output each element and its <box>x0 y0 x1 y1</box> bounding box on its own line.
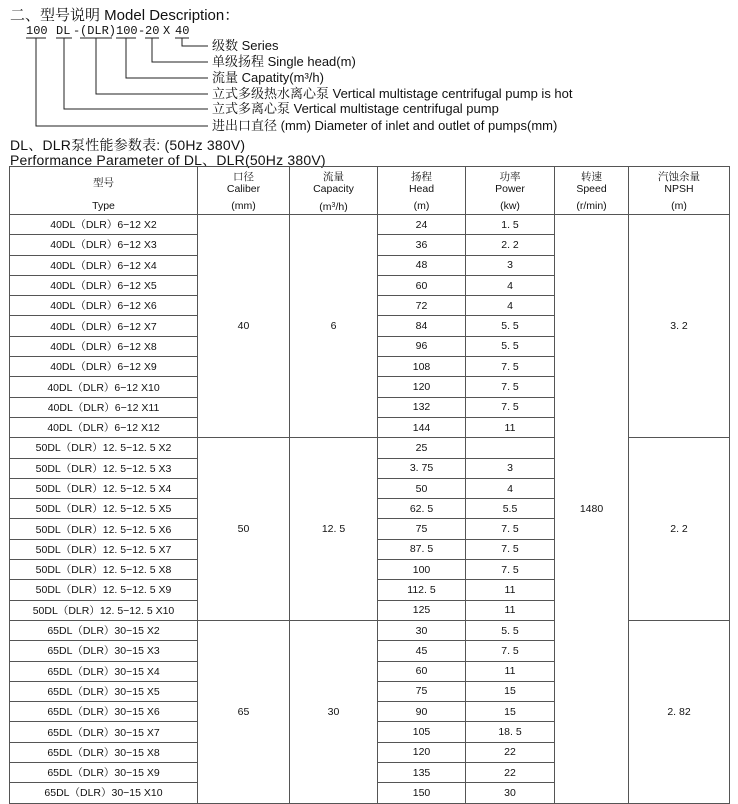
header-speed-top <box>555 167 629 199</box>
code-capacity: 100 <box>116 24 138 38</box>
model-cell: 65DL（DLR）30−15 X4 <box>10 661 198 681</box>
model-cell: 50DL（DLR）12. 5−12. 5 X9 <box>10 580 198 600</box>
model-cell: 40DL（DLR）6−12 X12 <box>10 417 198 437</box>
header-speed-en: Speed <box>576 182 607 195</box>
header-head-cn: 扬程 <box>411 170 432 183</box>
model-cell: 65DL（DLR）30−15 X2 <box>10 620 198 640</box>
head-cell: 30 <box>378 620 466 640</box>
power-cell: 22 <box>466 742 555 762</box>
head-cell: 36 <box>378 235 466 255</box>
caliber-cell: 50 <box>198 438 290 621</box>
legend-single-head: 单级扬程 Single head(m) <box>212 54 356 69</box>
head-cell: 125 <box>378 600 466 620</box>
model-cell: 40DL（DLR）6−12 X9 <box>10 357 198 377</box>
header-npsh-en: NPSH <box>664 182 694 195</box>
head-cell: 84 <box>378 316 466 336</box>
head-cell: 150 <box>378 783 466 803</box>
capacity-cell: 12. 5 <box>290 438 378 621</box>
legend-vertical-pump: 立式多离心泵 Vertical multistage centrifugal pump <box>212 101 499 116</box>
power-cell: 7. 5 <box>466 377 555 397</box>
capacity-cell: 6 <box>290 215 378 438</box>
model-cell: 65DL（DLR）30−15 X5 <box>10 681 198 701</box>
power-cell: 30 <box>466 783 555 803</box>
header-head-en: Head <box>408 182 435 195</box>
power-cell: 15 <box>466 681 555 701</box>
model-cell: 50DL（DLR）12. 5−12. 5 X3 <box>10 458 198 478</box>
model-cell: 40DL（DLR）6−12 X3 <box>10 235 198 255</box>
speed-cell: 1480 <box>555 215 629 804</box>
model-cell: 65DL（DLR）30−15 X6 <box>10 702 198 722</box>
model-cell: 65DL（DLR）30−15 X7 <box>10 722 198 742</box>
model-cell: 65DL（DLR）30−15 X8 <box>10 742 198 762</box>
head-cell: 72 <box>378 296 466 316</box>
power-cell: 18. 5 <box>466 722 555 742</box>
header-capacity-top <box>290 167 378 199</box>
model-cell: 40DL（DLR）6−12 X8 <box>10 336 198 356</box>
header-caliber-unit: (mm) <box>198 199 290 215</box>
head-cell: 132 <box>378 397 466 417</box>
header-model-cn: 型号 <box>10 167 198 199</box>
npsh-cell: 3. 2 <box>629 215 730 438</box>
power-cell: 3 <box>466 255 555 275</box>
code-caliber: 100 <box>26 24 48 38</box>
npsh-cell: 2. 2 <box>629 438 730 621</box>
table-title-en: Performance Parameter of DL、DLR(50Hz 380V) <box>10 152 326 168</box>
head-cell: 25 <box>378 438 466 458</box>
header-npsh-cn: 汽蚀余量 <box>658 170 700 183</box>
code-series: 40 <box>175 24 190 38</box>
model-cell: 65DL（DLR）30−15 X3 <box>10 641 198 661</box>
power-cell: 2. 2 <box>466 235 555 255</box>
model-cell: 50DL（DLR）12. 5−12. 5 X6 <box>10 519 198 539</box>
table-title-cn: DL、DLR泵性能参数表: (50Hz 380V) <box>10 137 246 153</box>
power-cell: 4 <box>466 275 555 295</box>
header-power-unit: (kw) <box>466 199 555 215</box>
code-dlr: (DLR) <box>80 24 117 38</box>
model-cell: 40DL（DLR）6−12 X6 <box>10 296 198 316</box>
model-cell: 50DL（DLR）12. 5−12. 5 X2 <box>10 438 198 458</box>
legend-capacity: 流量 Capatity(m³/h) <box>212 70 324 85</box>
header-power-en: Power <box>495 182 525 195</box>
model-code-diagram <box>0 0 738 140</box>
model-cell: 40DL（DLR）6−12 X10 <box>10 377 198 397</box>
head-cell: 105 <box>378 722 466 742</box>
header-capacity-en: Capacity <box>313 182 354 195</box>
header-power-cn: 功率 <box>499 170 521 183</box>
header-caliber-top <box>198 167 290 199</box>
power-cell: 7. 5 <box>466 560 555 580</box>
model-cell: 50DL（DLR）12. 5−12. 5 X10 <box>10 600 198 620</box>
power-cell: 7. 5 <box>466 357 555 377</box>
head-cell: 120 <box>378 377 466 397</box>
caliber-cell: 65 <box>198 620 290 803</box>
caliber-cell: 40 <box>198 215 290 438</box>
header-speed-cn: 转速 <box>581 170 602 183</box>
page-heading: 二、型号说明 Model Description： <box>10 7 240 24</box>
power-cell: 3 <box>466 458 555 478</box>
header-caliber-cn: 口径 <box>233 170 254 183</box>
power-cell: 4 <box>466 296 555 316</box>
model-cell: 40DL（DLR）6−12 X5 <box>10 275 198 295</box>
header-capacity-cn: 流量 <box>323 170 344 183</box>
code-dash-2: - <box>138 24 146 38</box>
code-dl: DL <box>56 24 71 38</box>
head-cell: 144 <box>378 417 466 437</box>
head-cell: 60 <box>378 275 466 295</box>
head-cell: 90 <box>378 702 466 722</box>
capacity-cell: 30 <box>290 620 378 803</box>
power-cell: 5.5 <box>466 499 555 519</box>
power-cell: 15 <box>466 702 555 722</box>
model-cell: 50DL（DLR）12. 5−12. 5 X4 <box>10 478 198 498</box>
head-cell: 87. 5 <box>378 539 466 559</box>
code-head: 20 <box>145 24 160 38</box>
table-row <box>10 215 730 235</box>
power-cell: 22 <box>466 763 555 783</box>
power-cell: 1. 5 <box>466 215 555 235</box>
model-cell: 50DL（DLR）12. 5−12. 5 X7 <box>10 539 198 559</box>
power-cell: 7. 5 <box>466 397 555 417</box>
code-dash-1: - <box>73 24 81 38</box>
npsh-cell: 2. 82 <box>629 620 730 803</box>
power-cell: 7. 5 <box>466 519 555 539</box>
head-cell: 60 <box>378 661 466 681</box>
model-cell: 50DL（DLR）12. 5−12. 5 X5 <box>10 499 198 519</box>
head-cell: 135 <box>378 763 466 783</box>
power-cell: 7. 5 <box>466 641 555 661</box>
header-caliber-en: Caliber <box>226 182 261 195</box>
header-capacity-unit: $(m^3/h)$ <box>290 199 378 215</box>
power-cell <box>466 438 555 458</box>
head-cell: 75 <box>378 519 466 539</box>
head-cell: 50 <box>378 478 466 498</box>
head-cell: 24 <box>378 215 466 235</box>
model-cell: 50DL（DLR）12. 5−12. 5 X8 <box>10 560 198 580</box>
model-cell: 40DL（DLR）6−12 X11 <box>10 397 198 417</box>
power-cell: 11 <box>466 661 555 681</box>
power-cell: 5. 5 <box>466 316 555 336</box>
performance-table-body <box>10 215 730 804</box>
model-cell: 65DL（DLR）30−15 X9 <box>10 763 198 783</box>
header-model-en: Type <box>10 199 198 215</box>
legend-series: 级数 Series <box>212 38 279 53</box>
head-cell: 3. 75 <box>378 458 466 478</box>
header-npsh-unit: (m) <box>629 199 730 215</box>
power-cell: 7. 5 <box>466 539 555 559</box>
power-cell: 11 <box>466 417 555 437</box>
head-cell: 62. 5 <box>378 499 466 519</box>
power-cell: 11 <box>466 600 555 620</box>
head-cell: 112. 5 <box>378 580 466 600</box>
header-speed-unit: (r/min) <box>555 199 629 215</box>
head-cell: 96 <box>378 336 466 356</box>
power-cell: 5. 5 <box>466 336 555 356</box>
legend-diameter: 进出口直径 (mm) Diameter of inlet and outlet of pumps(mm) <box>212 118 558 133</box>
legend-hot-pump: 立式多级热水离心泵 Vertical multistage centrifugal pump is hot <box>212 86 573 101</box>
header-head-unit: (m) <box>378 199 466 215</box>
model-cell: 40DL（DLR）6−12 X2 <box>10 215 198 235</box>
code-x: X <box>163 24 171 38</box>
power-cell: 4 <box>466 478 555 498</box>
model-cell: 40DL（DLR）6−12 X4 <box>10 255 198 275</box>
head-cell: 108 <box>378 357 466 377</box>
head-cell: 75 <box>378 681 466 701</box>
header-npsh-top <box>629 167 730 199</box>
head-cell: 120 <box>378 742 466 762</box>
power-cell: 5. 5 <box>466 620 555 640</box>
model-cell: 40DL（DLR）6−12 X7 <box>10 316 198 336</box>
head-cell: 48 <box>378 255 466 275</box>
head-cell: 100 <box>378 560 466 580</box>
head-cell: 45 <box>378 641 466 661</box>
header-power-top <box>466 167 555 199</box>
header-head-top <box>378 167 466 199</box>
performance-table <box>9 166 730 804</box>
power-cell: 11 <box>466 580 555 600</box>
model-cell: 65DL（DLR）30−15 X10 <box>10 783 198 803</box>
